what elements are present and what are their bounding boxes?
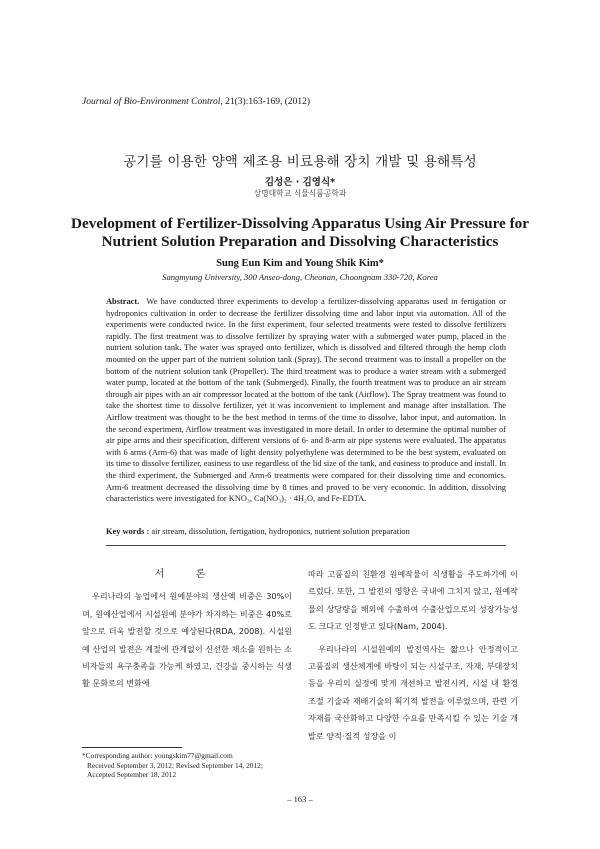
intro-paragraph-1-continued: 따라 고품질의 친환경 원예작물이 식생활을 주도하기에 이르렀다. 또한, 그 발전의 영향은 국내에 그치지 않고, 원예작물의 상당량을 해외에 수출하여 수출산업으로의 성장가능성도 크다고 인정받고 있다(Nam, 2004). xyxy=(308,569,518,632)
abstract-text: We have conducted three experiments to develop a fertilizer-dissolving apparatus used in fertigation or hydroponics cultivation in order to decrease the fertilizer dissolving time and labor input via automation. All of the experiments were conducted twice. In the first experiment, four selected treatments were tested to dissolve fertilizers rapidly. The first treatment was to dissolve fertilizer by spraying water with a submerged water pump, placed in the nutrient solution tank. The water was sprayed onto fertilizer, which is dissolved and filtered through the hemp cloth mounted on the upper part of the nutrient solution tank (Spray). The second treatment was to install a propeller on the bottom of the nutrient solution tank (Propeller). The third treatment was to produce a water stream with a submerged water pump, located at the bottom of the tank (Submerged). Finally, the fourth treatment was to produce an air stream through air pipes with an air compressor located at the bottom of the tank (Airflow). The Spray treatment was found to take the shortest time to dissolve fertilizer, yet it was inconvenient to implement and manage after installation. The Airflow treatment was thought to be the best method in terms of the time to dissolve, labor input, and automation. In the second experiment, Airflow treatment was investigated in more detail. In order to determine the optimal number of air pipe arms and their specification, different versions of 6- and 8-arm air pipe systems were evaluated. The apparatus with 6 arms (Arm-6) that was made of light density polyethylene was determined to be the best system, evaluated on its time to dissolve fertilizer, easiness to use regardless of the lid size of the tank, and easiness to produce and install. In the third experiment, the Submerged and Arm-6 treatments were compared for their dissolving time and economics. Arm-6 treatment decreased the dissolving time by 8 times and proved to be very economic. In addition, dissolving characteristics were investigated for KNO₃, Ca(NO₃)₂ · 4H₂O, and Fe-EDTA. xyxy=(106,297,506,504)
english-affiliation: Sangmyung University, 300 Anseo-dong, Cheonan, Choongnam 330-720, Korea xyxy=(162,272,438,282)
korean-affiliation: 상명대학교 식물식품공학과 xyxy=(253,189,347,198)
korean-authors: 김성은 · 김영식* xyxy=(264,177,336,188)
received-dates: Received September 3, 2012; Revised September 14, 2012; xyxy=(87,760,263,770)
keywords-divider xyxy=(106,545,506,546)
abstract-label: Abstract. xyxy=(106,297,140,306)
english-authors: Sung Eun Kim and Young Shik Kim* xyxy=(216,258,384,269)
journal-header xyxy=(82,97,310,107)
accepted-date: Accepted September 18, 2012 xyxy=(87,770,177,780)
intro-paragraph-1: 우리나라의 농업에서 원예분야의 생산액 비중은 30%이며, 원예산업에서 시설원예 분야가 차지하는 비중은 40%로 앞으로 더욱 발전할 것으로 예상된다(RDA, 2008). 시설원예 산업의 발전은 계절에 관계없이 신선한 채소를 원하는 소비자들의 욕구충족을 가능케 하였고, 건강을 중시하는 식생활 문화로의 변화에 xyxy=(82,591,292,689)
keywords-text: air stream, dissolution, fertigation, hydroponics, nutrient solution preparation xyxy=(151,527,410,536)
keywords-label: Key words : xyxy=(106,527,150,536)
section-heading-introduction: 서 론 xyxy=(154,569,220,580)
keywords xyxy=(106,527,506,536)
footnote-divider xyxy=(82,747,182,748)
english-title: Development of Fertilizer-Dissolving Apparatus Using Air Pressure for Nutrient Solution Preparation and Dissolving Characteristics xyxy=(71,215,529,250)
footnote xyxy=(82,751,297,780)
journal-name: Journal of Bio-Environment Control, xyxy=(82,97,223,107)
corresponding-author: *Corresponding author: youngskim77@gmail.com xyxy=(82,751,233,760)
journal-citation: 21(3):163-169, (2012) xyxy=(225,97,311,107)
abstract xyxy=(106,296,506,505)
korean-title: 공기를 이용한 양액 제조용 비료용해 장치 개발 및 용해특성 xyxy=(123,154,477,170)
body-left-column xyxy=(82,566,292,693)
page-number: – 163 – xyxy=(287,794,313,804)
intro-paragraph-2: 우리나라의 시설원예의 발전역사는 짧으나 안정적이고 고품질의 생산체계에 바탕이 되는 시설구조, 자재, 부대장치 등을 우리의 실정에 맞게 개선하고 발전시켜, 시설 내 환경조절 기술과 재배기술의 획기적 발전을 이루었으며, 관련 기자재를 국산화하고 다양한 수요를 만족시킬 수 있는 기술 개발로 양적·질적 성장을 이 xyxy=(308,643,518,741)
body-right-column xyxy=(308,566,518,745)
